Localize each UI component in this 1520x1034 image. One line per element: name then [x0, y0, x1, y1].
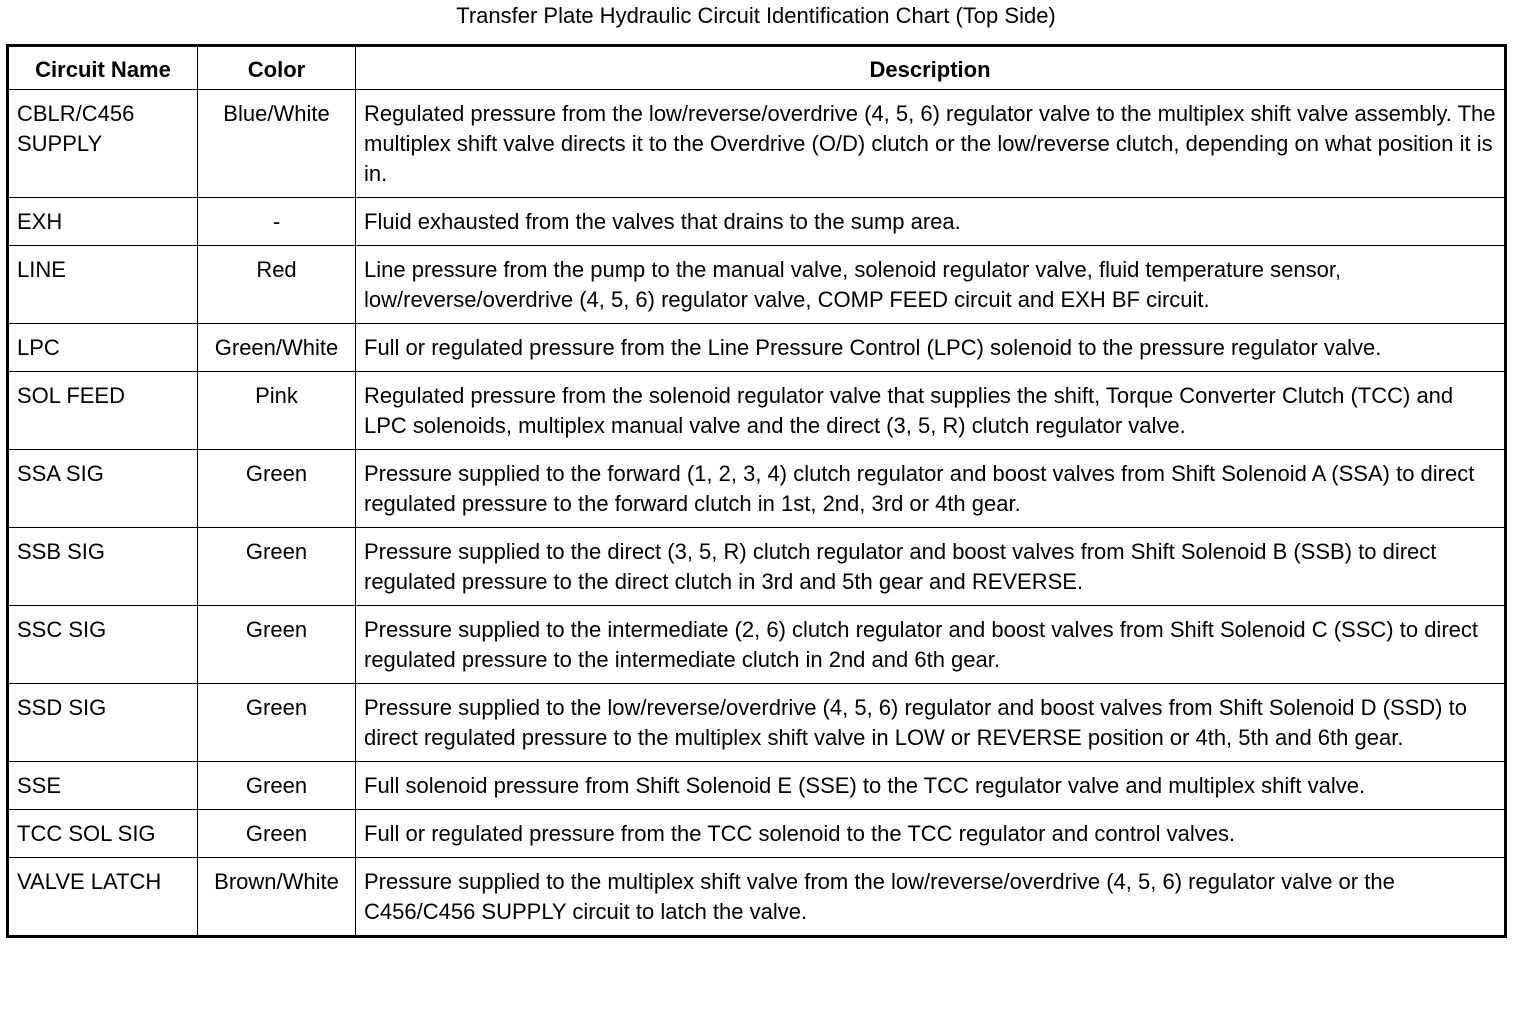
- circuit-color-cell: Pink: [198, 372, 356, 450]
- circuit-description-cell: Regulated pressure from the low/reverse/overdrive (4, 5, 6) regulator valve to the multiplex shift valve assembly. The multiplex shift valve directs it to the Overdrive (O/D) clutch or the low/reverse clutch, depending on what position it is in.: [356, 90, 1506, 198]
- table-row: [8, 90, 1506, 198]
- circuit-name-cell: SSE: [8, 762, 198, 810]
- circuit-name-cell: LPC: [8, 324, 198, 372]
- circuit-description-cell: Regulated pressure from the solenoid regulator valve that supplies the shift, Torque Converter Clutch (TCC) and LPC solenoids, multiplex manual valve and the direct (3, 5, R) clutch regulator valve.: [356, 372, 1506, 450]
- circuit-name-cell: EXH: [8, 198, 198, 246]
- circuit-color-cell: Green: [198, 450, 356, 528]
- table-row: [8, 762, 1506, 810]
- table-row: [8, 528, 1506, 606]
- table-row: [8, 324, 1506, 372]
- circuit-color-cell: Green: [198, 810, 356, 858]
- table-row: [8, 246, 1506, 324]
- circuit-color-cell: Green: [198, 684, 356, 762]
- circuit-color-cell: Green: [198, 762, 356, 810]
- circuit-name-cell: TCC SOL SIG: [8, 810, 198, 858]
- table-row: [8, 198, 1506, 246]
- table-row: [8, 606, 1506, 684]
- circuit-color-cell: -: [198, 198, 356, 246]
- table-row: [8, 810, 1506, 858]
- circuit-description-cell: Pressure supplied to the forward (1, 2, 3, 4) clutch regulator and boost valves from Shift Solenoid A (SSA) to direct regulated pressure to the forward clutch in 1st, 2nd, 3rd or 4th gear.: [356, 450, 1506, 528]
- circuit-color-cell: Green: [198, 606, 356, 684]
- column-header-color: Color: [198, 46, 356, 90]
- circuit-name-cell: SSC SIG: [8, 606, 198, 684]
- column-header-circuit-name: Circuit Name: [8, 46, 198, 90]
- table-row: [8, 450, 1506, 528]
- circuit-description-cell: Full or regulated pressure from the TCC solenoid to the TCC regulator and control valves.: [356, 810, 1506, 858]
- circuit-color-cell: Green/White: [198, 324, 356, 372]
- table-header-row: [8, 46, 1506, 90]
- circuit-name-cell: SSA SIG: [8, 450, 198, 528]
- circuit-color-cell: Green: [198, 528, 356, 606]
- column-header-description: Description: [356, 46, 1506, 90]
- table-row: [8, 684, 1506, 762]
- circuit-description-cell: Pressure supplied to the intermediate (2, 6) clutch regulator and boost valves from Shift Solenoid C (SSC) to direct regulated pressure to the intermediate clutch in 2nd and 6th gear.: [356, 606, 1506, 684]
- circuit-name-cell: CBLR/C456 SUPPLY: [8, 90, 198, 198]
- circuit-color-cell: Red: [198, 246, 356, 324]
- circuit-description-cell: Pressure supplied to the low/reverse/overdrive (4, 5, 6) regulator and boost valves from Shift Solenoid D (SSD) to direct regulated pressure to the multiplex shift valve in LOW or REVERSE position or 4th, 5th and 6th gear.: [356, 684, 1506, 762]
- circuit-name-cell: SOL FEED: [8, 372, 198, 450]
- circuit-color-cell: Brown/White: [198, 858, 356, 937]
- circuit-description-cell: Full or regulated pressure from the Line Pressure Control (LPC) solenoid to the pressure regulator valve.: [356, 324, 1506, 372]
- circuit-description-cell: Full solenoid pressure from Shift Solenoid E (SSE) to the TCC regulator valve and multiplex shift valve.: [356, 762, 1506, 810]
- circuit-name-cell: VALVE LATCH: [8, 858, 198, 937]
- table-body: [8, 90, 1506, 937]
- table-row: [8, 372, 1506, 450]
- circuit-description-cell: Line pressure from the pump to the manual valve, solenoid regulator valve, fluid temperature sensor, low/reverse/overdrive (4, 5, 6) regulator valve, COMP FEED circuit and EXH BF circuit.: [356, 246, 1506, 324]
- circuit-description-cell: Pressure supplied to the multiplex shift valve from the low/reverse/overdrive (4, 5, 6) regulator valve or the C456/C456 SUPPLY circuit to latch the valve.: [356, 858, 1506, 937]
- circuit-description-cell: Fluid exhausted from the valves that drains to the sump area.: [356, 198, 1506, 246]
- circuit-description-cell: Pressure supplied to the direct (3, 5, R) clutch regulator and boost valves from Shift Solenoid B (SSB) to direct regulated pressure to the direct clutch in 3rd and 5th gear and REVERSE.: [356, 528, 1506, 606]
- chart-title: Transfer Plate Hydraulic Circuit Identification Chart (Top Side): [456, 3, 1056, 28]
- circuit-name-cell: LINE: [8, 246, 198, 324]
- table-row: [8, 858, 1506, 937]
- circuit-color-cell: Blue/White: [198, 90, 356, 198]
- circuit-name-cell: SSB SIG: [8, 528, 198, 606]
- circuit-identification-table: [6, 44, 1507, 938]
- circuit-name-cell: SSD SIG: [8, 684, 198, 762]
